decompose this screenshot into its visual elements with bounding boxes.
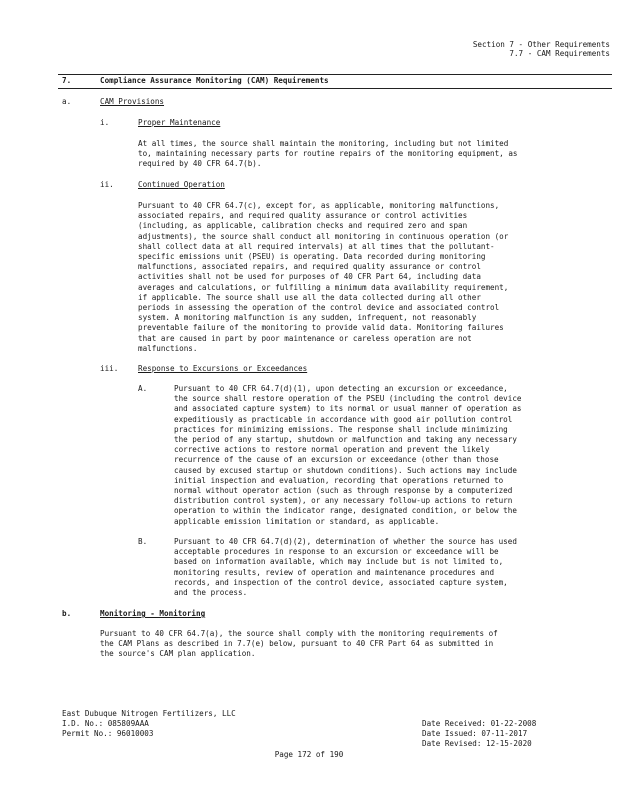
footer-date-issued: Date Issued: 07-11-2017: [422, 729, 528, 738]
item-ii-label: ii.: [100, 180, 114, 189]
header-section-line: Section 7 - Other Requirements: [472, 40, 610, 49]
part-b-paragraph: Pursuant to 40 CFR 64.7(a), the source shall comply with the monitoring requirements of the CAM Plans as described in 7.7(e) below, pursuant to 40 CFR Part 64 as submitted in the source's CAM plan application.: [100, 629, 498, 659]
item-iii-label: iii.: [100, 364, 119, 373]
item-i-paragraph: At all times, the source shall maintain the monitoring, including but not limited to, maintaining necessary parts for routine repairs of the monitoring equipment, as required by 40 CFR 64.7(b).: [138, 139, 518, 169]
footer-page-number: Page 172 of 190: [274, 750, 344, 759]
header-subsection-line: 7.7 - CAM Requirements: [509, 49, 610, 58]
item-iii-a-paragraph: Pursuant to 40 CFR 64.7(d)(1), upon detecting an excursion or exceedance, the source shall restore operation of the PSEU (including the control device and associated capture system) to its normal or usual manner of operation as expeditiously as practicable in accordance with good air pollution control practices for minimizing emissions. The response shall include minimizing the period of any startup, shutdown or malfunction and taking any necessary corrective actions to restore normal operation and prevent the likely recurrence of the cause of an excursion or exceedance (other than those caused by excused startup or shutdown conditions). Such actions may include initial inspection and evaluation, recording that operations returned to normal without operator action (such as through response by a computerized distribution control system), or any necessary follow-up actions to return operation to within the indicator range, designated condition, or below the applicable emission limitation or standard, as applicable.: [174, 384, 522, 526]
item-iii-title: Response to Excursions or Exceedances: [138, 364, 308, 373]
part-a-title: CAM Provisions: [100, 97, 165, 106]
part-a-label: a.: [62, 97, 72, 106]
part-b-label: b.: [62, 609, 72, 618]
footer-date-revised: Date Revised: 12-15-2020: [422, 739, 532, 748]
footer-company: East Dubuque Nitrogen Fertilizers, LLC: [62, 709, 236, 718]
part-b-title: Monitoring - Monitoring: [100, 609, 206, 618]
item-iii-b-paragraph: Pursuant to 40 CFR 64.7(d)(2), determination of whether the source has used acceptable procedures in response to an excursion or exceedance will be based on information available, which may include but is not limited to, monitoring results, review of operation and maintenance procedures and records, and inspection of the control device, associated capture system, and the process.: [174, 537, 517, 598]
section-title: Compliance Assurance Monitoring (CAM) Requirements: [100, 76, 329, 85]
item-i-title: Proper Maintenance: [138, 118, 221, 127]
section-number: 7.: [62, 76, 72, 85]
footer-permit-no: Permit No.: 96010003: [62, 729, 154, 738]
item-i-label: i.: [100, 118, 110, 127]
footer-date-received: Date Received: 01-22-2008: [422, 719, 537, 728]
item-ii-paragraph: Pursuant to 40 CFR 64.7(c), except for, as applicable, monitoring malfunctions, associated repairs, and required quality assurance or control activities (including, as applicable, calibration checks and required zero and span adjustments), the source shall conduct all monitoring in continuous operation (or shall collect data at all required intervals) at all times that the pollutant- specific emissions unit (PSEU) is operating. Data recorded during monitoring malfunctions, associated repairs, and required quality assurance or control activities shall not be used for purposes of 40 CFR Part 64, including data averages and calculations, or fulfilling a minimum data availability requirement, if applicable. The source shall use all the data collected during all other periods in assessing the operation of the control device and associated control system. A monitoring malfunction is any sudden, infrequent, not reasonably preventable failure of the monitoring to provide valid data. Monitoring failures that are caused in part by poor maintenance or careless operation are not malfunctions.: [138, 201, 509, 353]
item-iii-a-label: A.: [138, 384, 148, 393]
section-top-rule: [58, 74, 612, 75]
item-ii-title: Continued Operation: [138, 180, 225, 189]
section-bottom-rule: [58, 88, 612, 89]
item-iii-b-label: B.: [138, 537, 148, 546]
footer-id-no: I.D. No.: 085809AAA: [62, 719, 149, 728]
